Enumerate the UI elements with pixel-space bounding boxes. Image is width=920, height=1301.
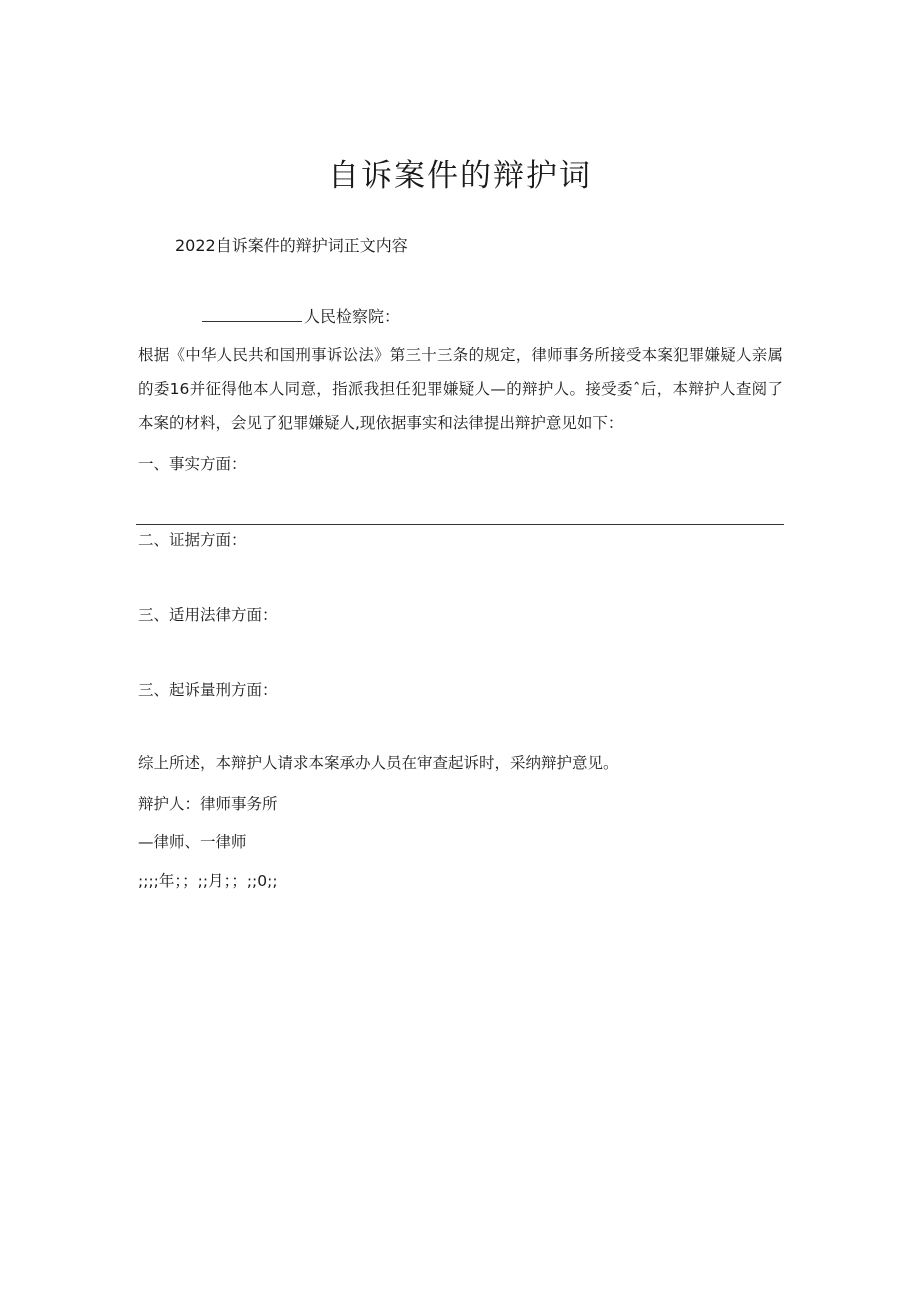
addressee-line [202, 304, 400, 327]
document-title: 自诉案件的辩护词 [328, 158, 592, 194]
addressee-blank [202, 306, 302, 322]
section-prosecution-sentencing: 三、起诉量刑方面： [138, 681, 278, 699]
defender-line: 辩护人：律师事务所 [138, 795, 278, 813]
conclusion-text: 综上所述，本辩护人请求本案承办人员在审查起诉时，采纳辩护意见。 [138, 754, 619, 772]
date-line: ;;;;年；；;;月；；;;0;; [138, 872, 278, 890]
horizontal-rule [136, 524, 784, 525]
section-facts: 一、事实方面： [138, 455, 247, 473]
section-evidence: 二、证据方面： [138, 531, 247, 549]
document-subtitle: 2022自诉案件的辩护词正文内容 [175, 236, 408, 255]
lawyers-line: —律师、一律师 [138, 833, 247, 851]
body-paragraph: 根据《中华人民共和国刑事诉讼法》第三十三条的规定，律师事务所接受本案犯罪嫌疑人亲属的委16并征得他本人同意，指派我担任犯罪嫌疑人—的辩护人。接受委ˆ后，本辩护人查阅了本案的材料，会见了犯罪嫌疑人,现依据事实和法律提出辩护意见如下： [138, 346, 783, 432]
section-applicable-law: 三、适用法律方面： [138, 606, 278, 624]
addressee-text: 人民检察院： [304, 307, 401, 326]
